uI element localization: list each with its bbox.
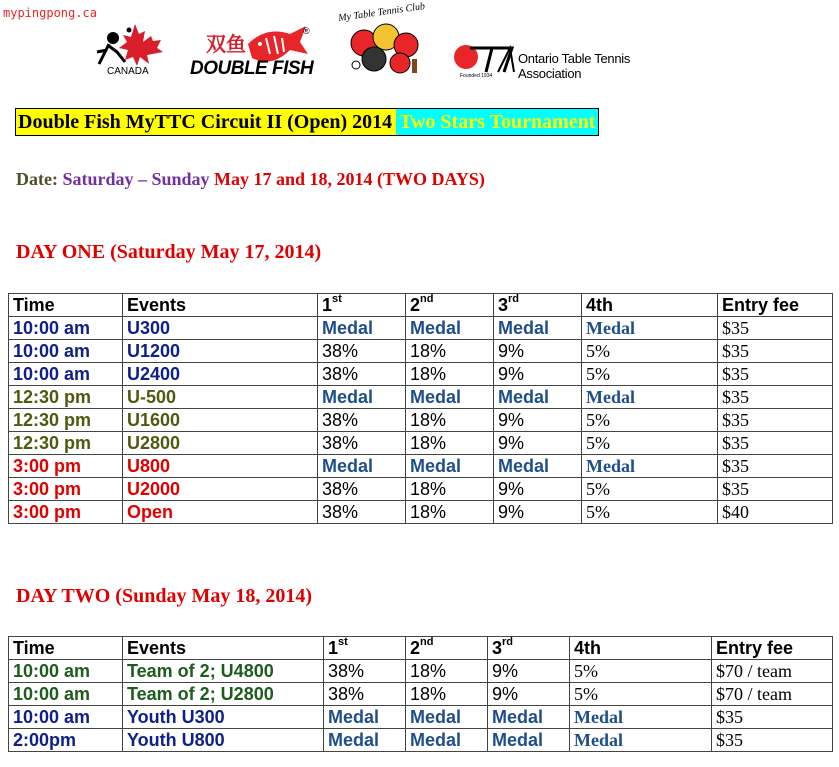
fee-cell: $35 [718,409,833,432]
otta-name: Ontario Table Tennis Association [518,51,631,81]
prize-2-cell: 18% [406,478,494,501]
time-cell: 10:00 am [9,660,123,683]
time-cell: 3:00 pm [9,455,123,478]
maple-leaf-icon [95,22,170,68]
prize-4-cell: Medal [582,455,718,478]
table-row [9,683,833,706]
time-cell: 12:30 pm [9,409,123,432]
date-label: Date: [16,169,58,189]
prize-2-cell: Medal [406,386,494,409]
col-first: 1st [318,294,406,317]
time-cell: 10:00 am [9,706,123,729]
col-events: Events [123,294,318,317]
prize-1-cell: 38% [318,432,406,455]
prize-1-cell: Medal [318,455,406,478]
table-row [9,660,833,683]
event-cell: Team of 2; U4800 [123,660,324,683]
col-first: 1st [324,637,406,660]
col-entry-fee: Entry fee [712,637,833,660]
prize-3-cell: 9% [494,363,582,386]
otta-founded: Founded 1934 [460,73,493,79]
event-cell: Youth U800 [123,729,324,752]
fee-cell: $70 / team [712,683,833,706]
date-detail: May 17 and 18, 2014 (TWO DAYS) [214,169,485,189]
registered-mark: ® [303,26,310,36]
double-fish-logo [188,24,316,84]
prize-2-cell: 18% [406,683,488,706]
table-row [9,455,833,478]
prize-1-cell: 38% [324,683,406,706]
event-cell: U-500 [123,386,318,409]
prize-4-cell: Medal [570,706,712,729]
table-row [9,729,833,752]
table-header-row [9,294,833,317]
event-cell: Open [123,501,318,524]
fee-cell: $35 [718,340,833,363]
col-second: 2nd [406,637,488,660]
event-cell: U2800 [123,432,318,455]
prize-2-cell: 18% [406,340,494,363]
event-cell: U300 [123,317,318,340]
prize-4-cell: 5% [582,432,718,455]
table-row [9,432,833,455]
prize-3-cell: 9% [494,340,582,363]
time-cell: 12:30 pm [9,386,123,409]
fee-cell: $35 [712,729,833,752]
time-cell: 10:00 am [9,340,123,363]
otta-logo [452,38,682,84]
prize-3-cell: 9% [494,432,582,455]
col-fourth: 4th [582,294,718,317]
table-row [9,340,833,363]
prize-2-cell: 18% [406,363,494,386]
col-second: 2nd [406,294,494,317]
myttc-label: My Table Tennis Club [337,0,426,25]
event-cell: U800 [123,455,318,478]
prize-3-cell: Medal [494,317,582,340]
day-one-table [8,293,833,524]
prize-1-cell: 38% [318,478,406,501]
prize-2-cell: Medal [406,729,488,752]
prize-3-cell: Medal [488,729,570,752]
prize-4-cell: 5% [582,409,718,432]
table-row [9,478,833,501]
prize-3-cell: 9% [494,501,582,524]
canada-logo [95,22,170,82]
fee-cell: $70 / team [712,660,833,683]
paddles-icon [342,21,428,81]
fee-cell: $35 [712,706,833,729]
title-stars: Two Stars Tournament [396,109,598,135]
prize-1-cell: 38% [318,501,406,524]
prize-1-cell: Medal [324,706,406,729]
prize-2-cell: 18% [406,432,494,455]
time-cell: 10:00 am [9,317,123,340]
day-two-heading: DAY TWO (Sunday May 18, 2014) [16,585,312,607]
time-cell: 10:00 am [9,683,123,706]
prize-4-cell: 5% [582,501,718,524]
fee-cell: $35 [718,478,833,501]
prize-2-cell: Medal [406,706,488,729]
prize-1-cell: Medal [318,386,406,409]
double-fish-chinese: 双鱼 [206,32,246,56]
col-third: 3rd [494,294,582,317]
table-header-row [9,637,833,660]
table-row [9,706,833,729]
myttc-logo [334,0,430,85]
prize-3-cell: 9% [494,409,582,432]
col-events: Events [123,637,324,660]
tournament-title [15,108,599,136]
time-cell: 2:00pm [9,729,123,752]
prize-4-cell: 5% [582,340,718,363]
event-cell: U1600 [123,409,318,432]
fee-cell: $35 [718,317,833,340]
time-cell: 10:00 am [9,363,123,386]
col-entry-fee: Entry fee [718,294,833,317]
event-date [16,169,485,190]
canada-label: CANADA [107,66,149,77]
title-main: Double Fish MyTTC Circuit II (Open) 2014 [16,109,396,135]
fee-cell: $35 [718,386,833,409]
prize-1-cell: 38% [318,340,406,363]
day-two-table [8,636,833,752]
fee-cell: $35 [718,363,833,386]
otta-mark-icon [452,42,516,74]
event-cell: U2400 [123,363,318,386]
col-fourth: 4th [570,637,712,660]
table-row [9,501,833,524]
prize-2-cell: 18% [406,409,494,432]
col-time: Time [9,294,123,317]
prize-3-cell: 9% [494,478,582,501]
col-time: Time [9,637,123,660]
table-row [9,409,833,432]
double-fish-name: DOUBLE FISH [190,58,314,79]
time-cell: 3:00 pm [9,501,123,524]
table-row [9,363,833,386]
prize-1-cell: 38% [318,409,406,432]
fee-cell: $35 [718,455,833,478]
time-cell: 3:00 pm [9,478,123,501]
prize-2-cell: 18% [406,660,488,683]
prize-2-cell: Medal [406,455,494,478]
prize-2-cell: Medal [406,317,494,340]
prize-1-cell: Medal [324,729,406,752]
event-cell: U1200 [123,340,318,363]
event-cell: U2000 [123,478,318,501]
prize-3-cell: 9% [488,660,570,683]
prize-3-cell: Medal [494,386,582,409]
day-one-heading: DAY ONE (Saturday May 17, 2014) [16,241,322,263]
event-cell: Team of 2; U2800 [123,683,324,706]
prize-1-cell: 38% [318,363,406,386]
prize-3-cell: 9% [488,683,570,706]
prize-4-cell: 5% [582,478,718,501]
fee-cell: $35 [718,432,833,455]
col-third: 3rd [488,637,570,660]
prize-4-cell: 5% [570,660,712,683]
prize-4-cell: 5% [570,683,712,706]
prize-1-cell: Medal [318,317,406,340]
prize-4-cell: Medal [582,317,718,340]
site-url: mypingpong.ca [3,6,97,20]
prize-4-cell: Medal [570,729,712,752]
event-cell: Youth U300 [123,706,324,729]
table-row [9,317,833,340]
table-row [9,386,833,409]
prize-3-cell: Medal [488,706,570,729]
prize-2-cell: 18% [406,501,494,524]
prize-4-cell: 5% [582,363,718,386]
prize-4-cell: Medal [582,386,718,409]
date-days: Saturday – Sunday [62,169,210,189]
prize-3-cell: Medal [494,455,582,478]
fee-cell: $40 [718,501,833,524]
time-cell: 12:30 pm [9,432,123,455]
prize-1-cell: 38% [324,660,406,683]
